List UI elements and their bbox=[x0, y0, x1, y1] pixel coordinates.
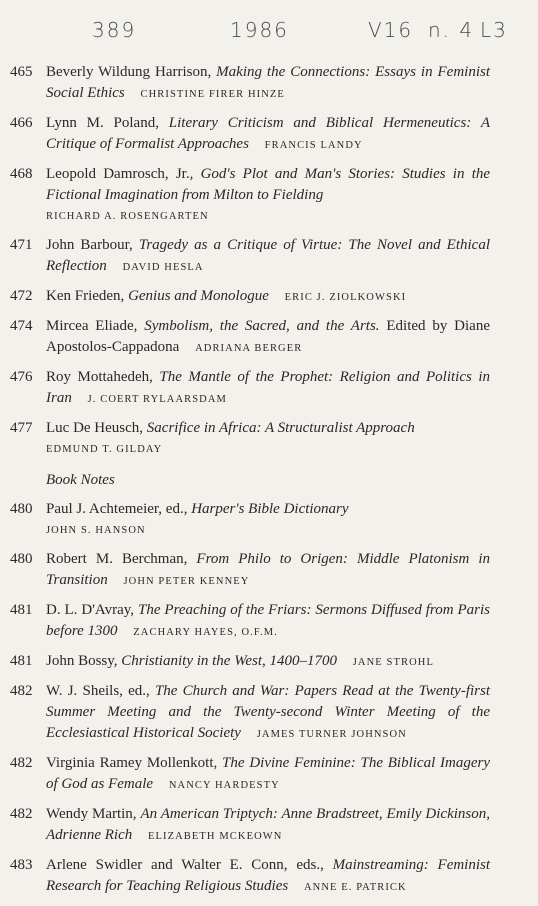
book-title: God's Plot and Man's Stories: Studies in the Fictional Imagination from Milton to Fielding bbox=[46, 166, 491, 203]
author-name: Paul J. Achtemeier, ed., bbox=[46, 501, 188, 517]
handwritten-annotation bbox=[0, 12, 538, 52]
contents-entry bbox=[10, 855, 490, 898]
page-number: 477 bbox=[10, 420, 33, 436]
book-title: Sacrifice in Africa: A Structuralist Approach bbox=[146, 420, 415, 436]
book-title: Making the Connections: Essays in Feminist Social Ethics bbox=[46, 64, 490, 101]
entry-text bbox=[46, 286, 490, 308]
author-name: Robert M. Berchman, bbox=[46, 551, 188, 567]
contents-entry bbox=[10, 286, 490, 308]
reviewer-name: JANE STROHL bbox=[352, 657, 434, 668]
hand-note: 389 bbox=[92, 18, 137, 42]
book-title: Harper's Bible Dictionary bbox=[191, 501, 349, 517]
page-number: 465 bbox=[10, 64, 33, 80]
contents-list bbox=[10, 62, 490, 906]
reviewer-name: EDMUND T. GILDAY bbox=[46, 444, 163, 455]
page-number: 482 bbox=[10, 806, 33, 822]
contents-entry bbox=[10, 164, 490, 227]
page-number: 482 bbox=[10, 683, 33, 699]
contents-entry bbox=[10, 549, 490, 592]
reviewer-name: JOHN S. HANSON bbox=[46, 525, 146, 536]
page-number: 468 bbox=[10, 166, 33, 182]
page-number: 483 bbox=[10, 857, 33, 873]
contents-entry bbox=[10, 235, 490, 278]
page-number: 474 bbox=[10, 318, 33, 334]
contents-entry bbox=[10, 600, 490, 643]
page-number: 482 bbox=[10, 755, 33, 771]
page-number: 480 bbox=[10, 501, 33, 517]
page-number: 471 bbox=[10, 237, 33, 253]
editor-note: Edited by Diane Apostolos-Cappadona bbox=[46, 318, 490, 355]
author-name: Mircea Eliade, bbox=[46, 318, 138, 334]
book-title: Tragedy as a Critique of Virtue: The Novel and Ethical Reflection bbox=[46, 237, 490, 274]
page-number: 480 bbox=[10, 551, 33, 567]
book-title: The Church and War: Papers Read at the Twenty-first Summer Meeting and the Twenty-second Winter Meeting of the Ecclesiastical Historical Society bbox=[46, 683, 490, 741]
book-title: The Preaching of the Friars: Sermons Diffused from Paris before 1300 bbox=[46, 602, 490, 639]
book-title: Christianity in the West, 1400–1700 bbox=[121, 653, 337, 669]
contents-entry bbox=[10, 316, 490, 359]
entry-text bbox=[46, 600, 490, 643]
reviewer-name: NANCY HARDESTY bbox=[168, 780, 280, 791]
reviewer-name: JOHN PETER KENNEY bbox=[123, 576, 250, 587]
reviewer-name: ELIZABETH MCKEOWN bbox=[147, 831, 283, 842]
entry-text bbox=[46, 855, 490, 898]
book-title: The Divine Feminine: The Biblical Imagery of God as Female bbox=[46, 755, 490, 792]
reviewer-name: ANNE E. PATRICK bbox=[303, 882, 407, 893]
hand-note: V16 bbox=[368, 18, 414, 42]
contents-entry bbox=[10, 651, 490, 673]
hand-note: 1986 bbox=[230, 18, 289, 42]
contents-entry bbox=[10, 113, 490, 156]
hand-note: n. 4 bbox=[428, 18, 475, 42]
book-title: Literary Criticism and Biblical Hermeneutics: A Critique of Formalist Approaches bbox=[46, 115, 490, 152]
entry-text bbox=[46, 235, 490, 278]
book-title: Symbolism, the Sacred, and the Arts. bbox=[144, 318, 380, 334]
book-notes-heading: Book Notes bbox=[46, 472, 115, 488]
author-name: Roy Mottahedeh, bbox=[46, 369, 153, 385]
book-title: Mainstreaming: Feminist Research for Teaching Religious Studies bbox=[46, 857, 491, 894]
contents-entry bbox=[10, 681, 490, 745]
reviews-section bbox=[10, 62, 490, 460]
author-name: Wendy Martin, bbox=[46, 806, 137, 822]
author-name: Luc De Heusch, bbox=[46, 420, 144, 436]
reviewer-name: JAMES TURNER JOHNSON bbox=[256, 729, 407, 740]
author-name: Virginia Ramey Mollenkott, bbox=[46, 755, 218, 771]
contents-entry bbox=[10, 499, 490, 541]
page-number: 481 bbox=[10, 602, 33, 618]
author-name: John Bossy, bbox=[46, 653, 118, 669]
author-name: John Barbour, bbox=[46, 237, 133, 253]
hand-note: L3 bbox=[480, 18, 508, 42]
entry-text bbox=[46, 804, 490, 847]
reviewer-name: FRANCIS LANDY bbox=[264, 140, 363, 151]
author-name: Lynn M. Poland, bbox=[46, 115, 159, 131]
author-name: Ken Frieden, bbox=[46, 288, 125, 304]
entry-text bbox=[46, 499, 490, 541]
reviewer-name: ZACHARY HAYES, O.F.M. bbox=[133, 627, 278, 638]
book-notes-section bbox=[10, 499, 490, 898]
contents-entry bbox=[10, 62, 490, 105]
author-name: D. L. D'Avray, bbox=[46, 602, 135, 618]
book-title: An American Triptych: Anne Bradstreet, Emily Dickinson, Adrienne Rich bbox=[46, 806, 490, 843]
book-title: From Philo to Origen: Middle Platonism in Transition bbox=[46, 551, 491, 588]
book-title: The Mantle of the Prophet: Religion and Politics in Iran bbox=[46, 369, 491, 406]
entry-text bbox=[46, 651, 490, 673]
contents-entry bbox=[10, 367, 490, 410]
reviewer-name: CHRISTINE FIRER HINZE bbox=[140, 89, 285, 100]
author-name: Beverly Wildung Harrison, bbox=[46, 64, 212, 80]
book-title: Genius and Monologue bbox=[128, 288, 269, 304]
entry-text bbox=[46, 164, 490, 227]
entry-text bbox=[46, 62, 490, 105]
reviewer-name: ERIC J. ZIOLKOWSKI bbox=[284, 292, 407, 303]
entry-text bbox=[46, 316, 490, 359]
reviewer-name: ADRIANA BERGER bbox=[195, 343, 303, 354]
page-number: 472 bbox=[10, 288, 33, 304]
reviewer-name: J. COERT RYLAARSDAM bbox=[87, 394, 227, 405]
entry-text bbox=[46, 367, 490, 410]
contents-entry bbox=[10, 753, 490, 796]
entry-text bbox=[46, 549, 490, 592]
contents-entry bbox=[10, 804, 490, 847]
reviewer-name: DAVID HESLA bbox=[122, 262, 204, 273]
reviewer-name: RICHARD A. ROSENGARTEN bbox=[46, 211, 209, 222]
author-name: W. J. Sheils, ed., bbox=[46, 683, 150, 699]
entry-text bbox=[46, 113, 490, 156]
contents-entry bbox=[10, 418, 490, 460]
page-number: 476 bbox=[10, 369, 33, 385]
entry-text bbox=[46, 418, 490, 460]
author-name: Leopold Damrosch, Jr., bbox=[46, 166, 194, 182]
author-name: Arlene Swidler and Walter E. Conn, eds., bbox=[46, 857, 324, 873]
entry-text bbox=[46, 753, 490, 796]
page-number: 466 bbox=[10, 115, 33, 131]
page-number: 481 bbox=[10, 653, 33, 669]
entry-text bbox=[46, 681, 490, 745]
